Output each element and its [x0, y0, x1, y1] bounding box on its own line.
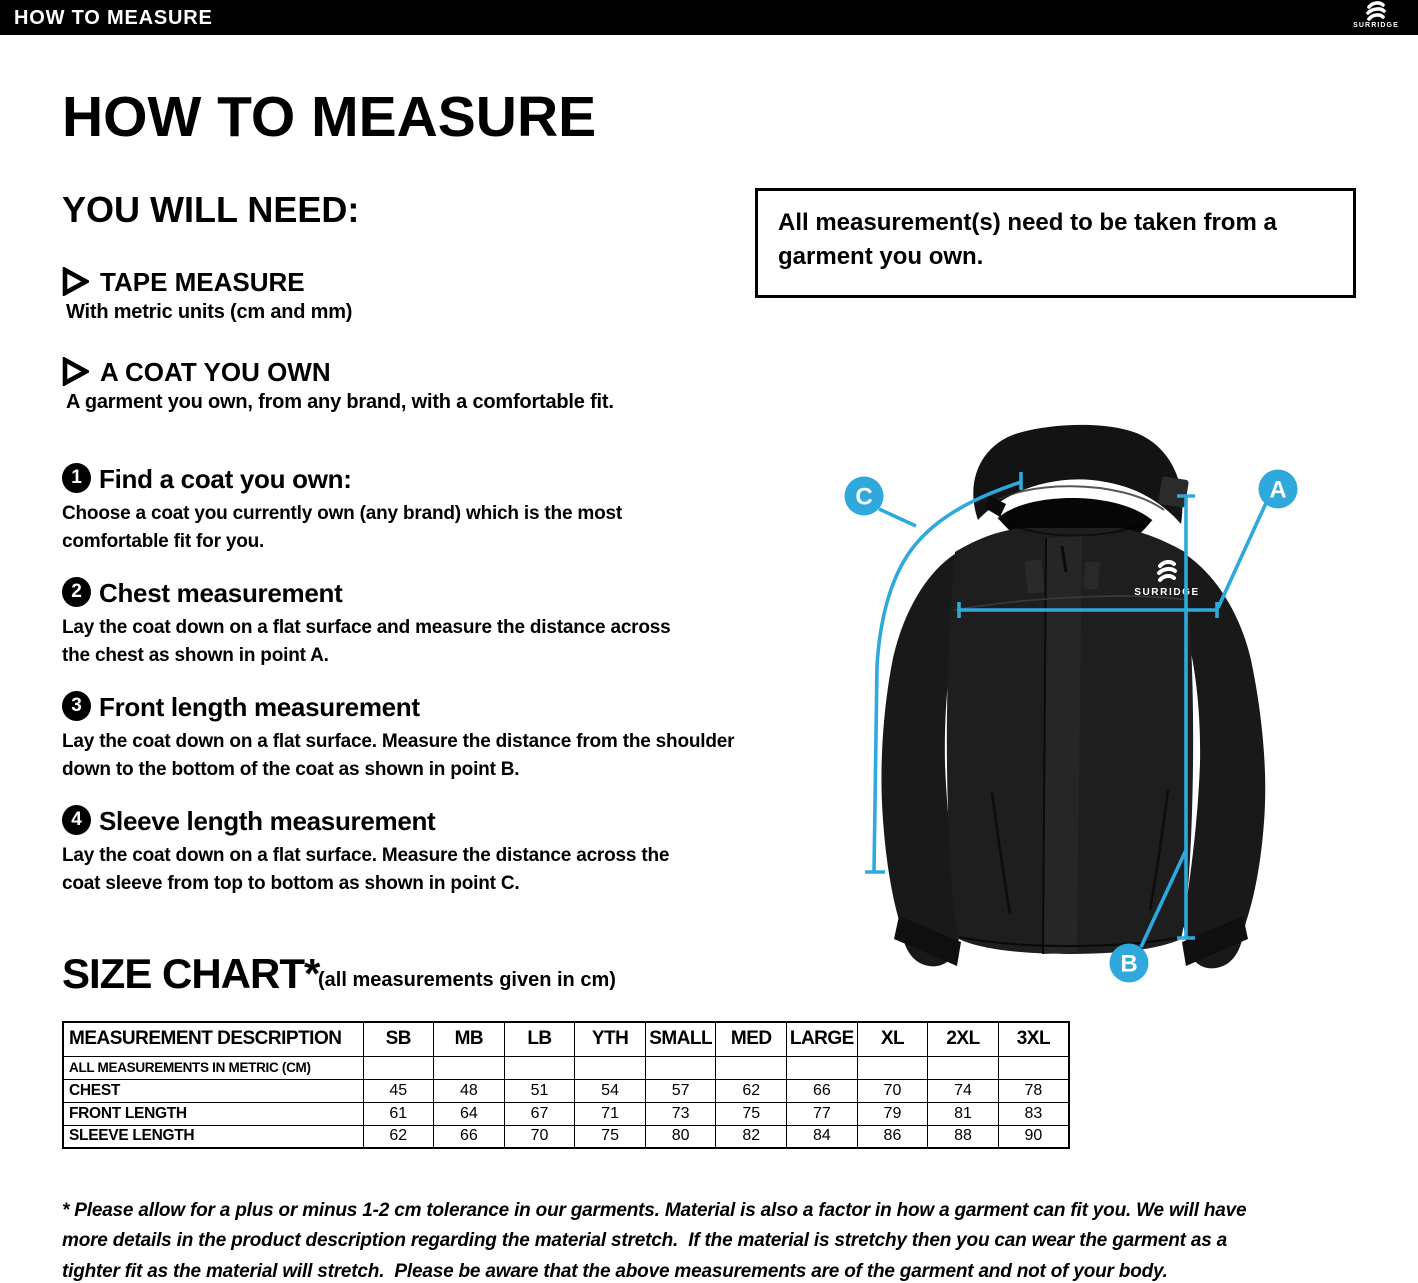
- note-line: All measurement(s) need to be taken from a: [778, 209, 1277, 236]
- metric-note-cell: ALL MEASUREMENTS IN METRIC (CM): [63, 1056, 363, 1079]
- cell-value: 45: [363, 1079, 434, 1102]
- step-4-body: [62, 842, 669, 897]
- step-3-body: [62, 728, 734, 783]
- you-will-need-heading: YOU WILL NEED:: [62, 189, 360, 230]
- surridge-logo: [1348, 1, 1404, 34]
- row-label: CHEST: [63, 1079, 363, 1102]
- point-c-leader-line: [879, 509, 916, 526]
- step-body-line: Lay the coat down on a flat surface and measure the distance across: [62, 617, 671, 638]
- table-row: [63, 1079, 1069, 1102]
- cell-value: 77: [787, 1102, 858, 1125]
- step-1-body: [62, 500, 622, 555]
- cell-value: 57: [645, 1079, 716, 1102]
- step-4-badge: 4: [62, 805, 91, 835]
- chest-velcro-tab-left: [1024, 559, 1044, 594]
- table-row: [63, 1125, 1069, 1148]
- cell-value: 80: [645, 1125, 716, 1148]
- jacket-illustration: [830, 420, 1310, 1000]
- size-chart-table: [62, 1021, 1070, 1149]
- cell-value: 70: [504, 1125, 575, 1148]
- step-body-line: down to the bottom of the coat as shown in point B.: [62, 758, 520, 780]
- row-label: FRONT LENGTH: [63, 1102, 363, 1125]
- column-header: MB: [434, 1022, 505, 1056]
- cell-value: 64: [434, 1102, 505, 1125]
- cell-value: 74: [928, 1079, 999, 1102]
- step-body-line: comfortable fit for you.: [62, 530, 265, 552]
- step-body-line: Choose a coat you currently own (any brand) which is the most: [62, 503, 622, 524]
- cell-value: 84: [787, 1125, 858, 1148]
- cell-value: 62: [716, 1079, 787, 1102]
- step-2-body: [62, 614, 671, 669]
- point-c-label: C: [855, 483, 873, 511]
- empty-cell: [504, 1056, 575, 1079]
- chest-velcro-tab-right: [1083, 561, 1100, 589]
- cell-value: 75: [575, 1125, 646, 1148]
- column-header: MED: [716, 1022, 787, 1056]
- play-triangle-icon: [62, 267, 89, 296]
- cell-value: 48: [434, 1079, 505, 1102]
- size-chart-title: SIZE CHART*: [62, 950, 320, 997]
- column-header: SMALL: [645, 1022, 716, 1056]
- step-1-badge: 1: [62, 463, 91, 493]
- column-header: 3XL: [998, 1022, 1069, 1056]
- footnote-line: * Please allow for a plus or minus 1-2 cm tolerance in our garments. Material is also a factor in how a garment can fit you. We will have: [62, 1200, 1247, 1221]
- column-header: SB: [363, 1022, 434, 1056]
- empty-cell: [857, 1056, 928, 1079]
- empty-cell: [998, 1056, 1069, 1079]
- cell-value: 83: [998, 1102, 1069, 1125]
- requirement-title-tape-measure: TAPE MEASURE: [100, 267, 305, 297]
- cell-value: 82: [716, 1125, 787, 1148]
- table-row: [63, 1102, 1069, 1125]
- step-4-title: Sleeve length measurement: [99, 806, 436, 836]
- footnote-line: more details in the product description regarding the material stretch. If the material is stretchy then you can wear the garment as a: [62, 1230, 1228, 1252]
- cell-value: 79: [857, 1102, 928, 1125]
- surridge-wordmark: SURRIDGE: [1353, 22, 1399, 29]
- column-header: YTH: [575, 1022, 646, 1056]
- footnote-line: tighter fit as the material will stretch. Please be aware that the above measurements are of the garment and not of your body.: [62, 1260, 1168, 1282]
- cell-value: 70: [857, 1079, 928, 1102]
- requirement-desc-tape-measure: With metric units (cm and mm): [66, 301, 353, 323]
- column-header: LB: [504, 1022, 575, 1056]
- step-body-line: Lay the coat down on a flat surface. Measure the distance across the: [62, 845, 670, 866]
- step-body-line: coat sleeve from top to bottom as shown in point C.: [62, 872, 520, 894]
- tolerance-footnote: [62, 1196, 1246, 1283]
- top-bar: [0, 0, 1418, 35]
- empty-cell: [787, 1056, 858, 1079]
- point-a-label: A: [1269, 476, 1287, 504]
- cell-value: 66: [787, 1079, 858, 1102]
- note-box: [755, 188, 1356, 298]
- cell-value: 88: [928, 1125, 999, 1148]
- jacket-right-sleeve: [1182, 552, 1265, 968]
- empty-cell: [363, 1056, 434, 1079]
- empty-cell: [928, 1056, 999, 1079]
- step-1-title: Find a coat you own:: [99, 464, 352, 494]
- table-header-row: [63, 1022, 1069, 1056]
- cell-value: 86: [857, 1125, 928, 1148]
- step-3-title: Front length measurement: [99, 692, 420, 722]
- top-bar-title: HOW TO MEASURE: [14, 7, 213, 29]
- row-label: SLEEVE LENGTH: [63, 1125, 363, 1148]
- cell-value: 78: [998, 1079, 1069, 1102]
- step-body-line: Lay the coat down on a flat surface. Measure the distance from the shoulder: [62, 731, 735, 752]
- cell-value: 54: [575, 1079, 646, 1102]
- cell-value: 90: [998, 1125, 1069, 1148]
- step-body-line: the chest as shown in point A.: [62, 644, 329, 666]
- column-header: LARGE: [787, 1022, 858, 1056]
- cell-value: 81: [928, 1102, 999, 1125]
- jacket-measurement-diagram: [830, 420, 1310, 1000]
- cell-value: 62: [363, 1125, 434, 1148]
- column-header: 2XL: [928, 1022, 999, 1056]
- step-2-title: Chest measurement: [99, 578, 343, 608]
- empty-cell: [575, 1056, 646, 1079]
- surridge-s-icon: [1364, 1, 1388, 21]
- step-3-badge: 3: [62, 691, 91, 721]
- empty-cell: [645, 1056, 716, 1079]
- cell-value: 51: [504, 1079, 575, 1102]
- point-a-leader-line: [1218, 503, 1266, 608]
- cell-value: 73: [645, 1102, 716, 1125]
- size-chart-subtitle: (all measurements given in cm): [318, 969, 616, 991]
- column-header: XL: [857, 1022, 928, 1056]
- cell-value: 75: [716, 1102, 787, 1125]
- requirement-desc-coat: A garment you own, from any brand, with a comfortable fit.: [66, 391, 614, 413]
- empty-cell: [434, 1056, 505, 1079]
- step-2-badge: 2: [62, 577, 91, 607]
- empty-cell: [716, 1056, 787, 1079]
- cell-value: 71: [575, 1102, 646, 1125]
- cell-value: 61: [363, 1102, 434, 1125]
- page-title: HOW TO MEASURE: [62, 85, 597, 149]
- cell-value: 67: [504, 1102, 575, 1125]
- note-line: garment you own.: [778, 243, 984, 271]
- play-triangle-icon: [62, 357, 89, 386]
- requirement-title-coat: A COAT YOU OWN: [100, 357, 331, 387]
- column-header: MEASUREMENT DESCRIPTION: [63, 1022, 363, 1056]
- cell-value: 66: [434, 1125, 505, 1148]
- table-metric-row: [63, 1056, 1069, 1079]
- jacket-chest-logo-text: SURRIDGE: [1134, 587, 1200, 598]
- point-b-label: B: [1120, 950, 1138, 978]
